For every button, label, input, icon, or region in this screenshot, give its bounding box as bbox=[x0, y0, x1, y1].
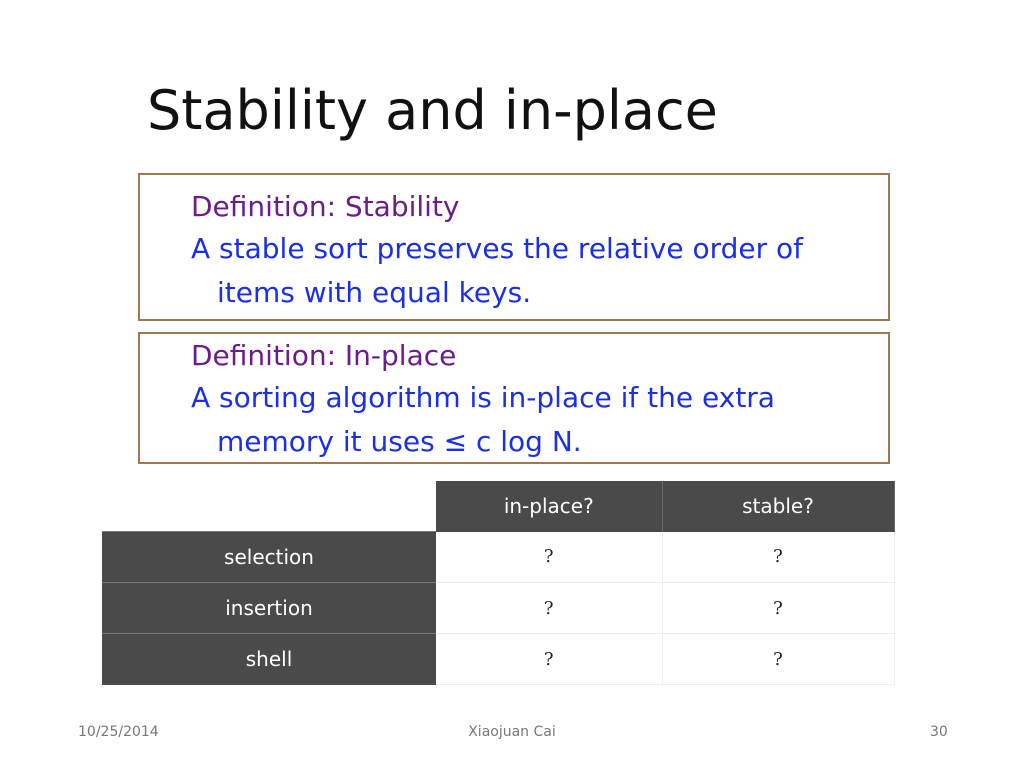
footer-page-number: 30 bbox=[930, 724, 948, 740]
definition-body: A stable sort preserves the relative order of items with equal keys. bbox=[191, 232, 803, 309]
row-header-shell: shell bbox=[102, 634, 436, 685]
definition-heading: Definition: In-place bbox=[191, 339, 457, 372]
table-cell: ? bbox=[436, 583, 662, 634]
table-header-row bbox=[102, 481, 894, 532]
slide-title: Stability and in-place bbox=[147, 79, 718, 142]
table-row bbox=[102, 634, 894, 685]
sort-properties-table bbox=[102, 481, 895, 685]
footer-date: 10/25/2014 bbox=[78, 724, 159, 740]
column-header-stable: stable? bbox=[662, 481, 894, 532]
table-cell: ? bbox=[436, 532, 662, 583]
definition-box-in-place bbox=[138, 332, 890, 464]
table-cell: ? bbox=[662, 634, 894, 685]
table-row bbox=[102, 532, 894, 583]
definition-heading: Definition: Stability bbox=[191, 190, 460, 223]
definition-body: A sorting algorithm is in-place if the extra memory it uses ≤ c log N. bbox=[191, 381, 775, 458]
table-corner-cell bbox=[102, 481, 436, 532]
footer-author: Xiaojuan Cai bbox=[468, 724, 556, 740]
row-header-insertion: insertion bbox=[102, 583, 436, 634]
table-cell: ? bbox=[662, 583, 894, 634]
definition-box-stability bbox=[138, 173, 890, 321]
table-row bbox=[102, 583, 894, 634]
table-cell: ? bbox=[436, 634, 662, 685]
column-header-in-place: in-place? bbox=[436, 481, 662, 532]
row-header-selection: selection bbox=[102, 532, 436, 583]
table-cell: ? bbox=[662, 532, 894, 583]
